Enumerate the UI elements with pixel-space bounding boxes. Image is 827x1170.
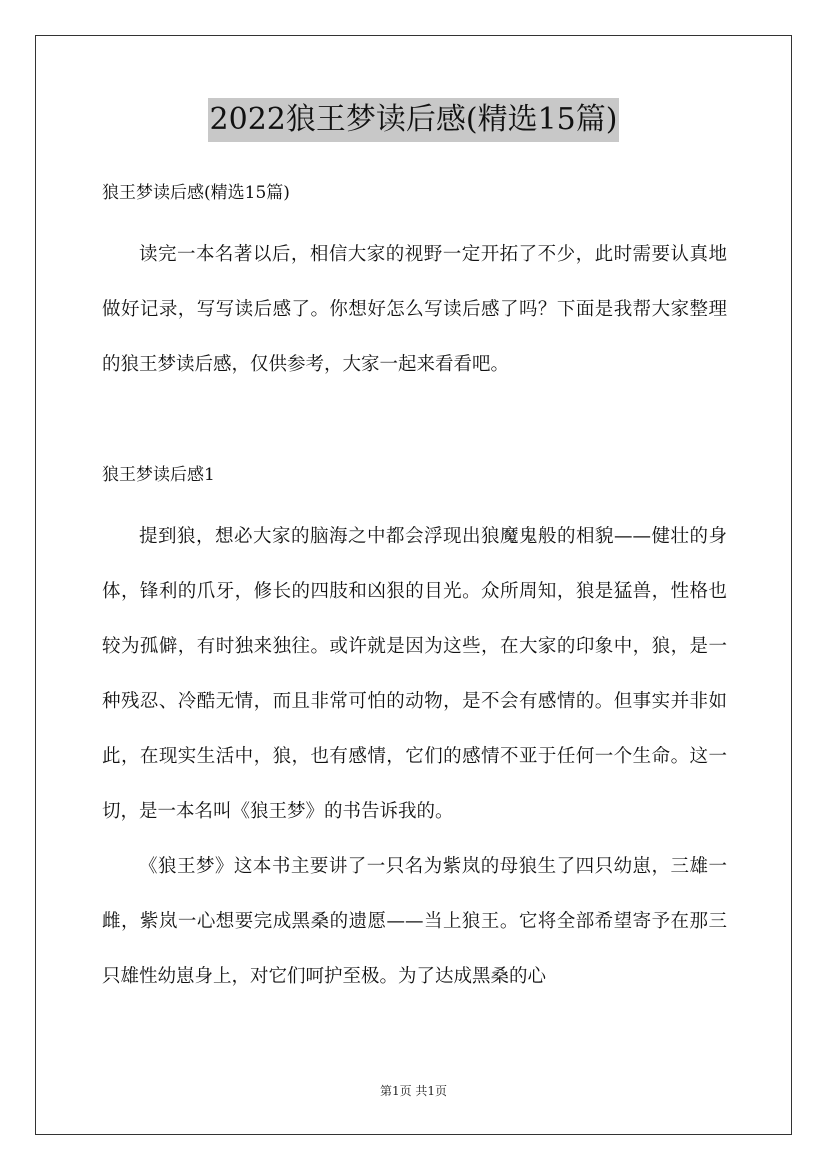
page-number-label: 第1页 共1页	[379, 1084, 448, 1098]
document-body	[102, 176, 727, 1004]
body-paragraph: 提到狼，想必大家的脑海之中都会浮现出狼魔鬼般的相貌——健壮的身体，锋利的爪牙，修长的四肢和凶狠的目光。众所周知，狼是猛兽，性格也较为孤僻，有时独来独往。或许就是因为这些，在大家的印象中，狼，是一种残忍、冷酷无情，而且非常可怕的动物，是不会有感情的。但事实并非如此，在现实生活中，狼，也有感情，它们的感情不亚于任何一个生命。这一切，是一本名叫《狼王梦》的书告诉我的。	[102, 526, 727, 822]
body-paragraph: 《狼王梦》这本书主要讲了一只名为紫岚的母狼生了四只幼崽，三雄一雌，紫岚一心想要完成黑桑的遗愿——当上狼王。它将全部希望寄予在那三只雄性幼崽身上，对它们呵护至极。为了达成黑桑的心	[102, 856, 727, 987]
title-container	[0, 98, 827, 142]
page-footer	[0, 1082, 827, 1100]
section-heading: 狼王梦读后感1	[102, 465, 215, 485]
document-subtitle: 狼王梦读后感(精选15篇)	[102, 183, 290, 203]
document-title: 2022狼王梦读后感(精选15篇)	[208, 98, 620, 142]
intro-paragraph: 读完一本名著以后，相信大家的视野一定开拓了不少，此时需要认真地做好记录，写写读后感了。你想好怎么写读后感了吗？下面是我帮大家整理的狼王梦读后感，仅供参考，大家一起来看看吧。	[102, 244, 727, 375]
